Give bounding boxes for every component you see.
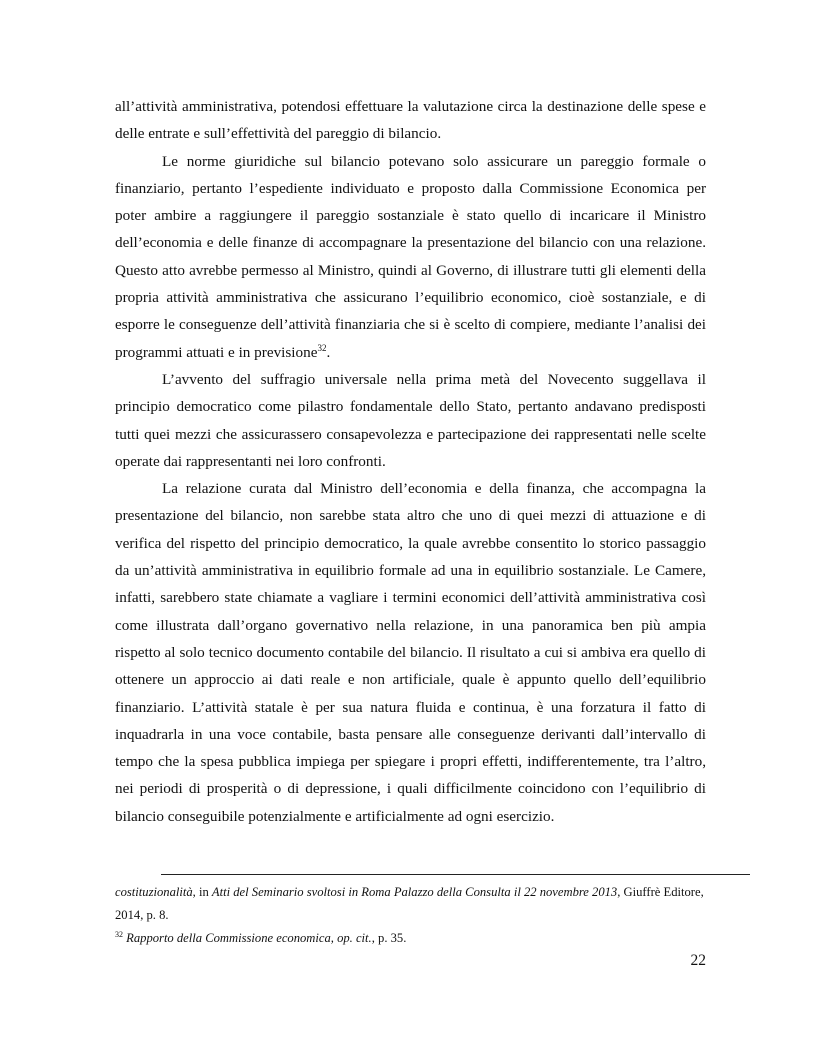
page-number: 22	[690, 952, 706, 969]
footnote-separator	[161, 874, 750, 875]
body-text	[115, 93, 706, 830]
paragraph-1: all’attività amministrativa, potendosi effettuare la valutazione circa la destinazione delle spese e delle entrate e sull’effettività del pareggio di bilancio.	[115, 98, 706, 143]
footnote-cont-italic-1: costituzionalità	[115, 885, 193, 899]
paragraph-2	[115, 148, 706, 366]
paragraph-2-text: Le norme giuridiche sul bilancio potevano solo assicurare un pareggio formale o finanziario, pertanto l’espediente individuato e proposto dalla Commissione Economica per poter ambire a raggiungere il pareggio sostanziale è stato quello di incaricare il Ministro dell’economia e delle finanze di accompagnare la presentazione del bilancio con una relazione. Questo atto avrebbe permesso al Ministro, quindi al Governo, di illustrare tutti gli elementi della propria attività amministrativa che assicurano l’equilibrio economico, cioè sostanziale, e di esporre le conseguenze dell’attività finanziaria che si è scelto di compiere, mediante l’analisi dei programmi attuati e in previsione	[115, 152, 706, 361]
footnote-cont-text-1: , in	[192, 885, 212, 899]
footnote-32	[115, 927, 706, 950]
footnote-32-text: , p. 35.	[371, 931, 407, 945]
footnote-continuation	[115, 881, 706, 927]
footnote-cont-text-2: , Giuffrè Editore, 2014, p. 8.	[115, 885, 704, 922]
paragraph-4: La relazione curata dal Ministro dell’economia e della finanza, che accompagna la presentazione del bilancio, non sarebbe stata altro che uno di quei mezzi di attuazione e di verifica del rispetto del principio democratico, la quale avrebbe consentito lo storico passaggio da un’attività amministrativa in equilibrio formale ad una in equilibrio sostanziale. Le Camere, infatti, sarebbero state chiamate a vagliare i termini economici dell’attività amministrativa così come illustrata dall’organo governativo nella relazione, in una panoramica ben più ampia rispetto al solo tecnico documento contabile del bilancio. Il risultato a cui si ambiva era quello di ottenere un approccio ai dati reale e non artificiale, quale è appunto quello dell’equilibrio finanziario. L’attività statale è per sua natura fluida e continua, è una forzatura il fatto di inquadrarla in una voce contabile, basta pensare alle conseguenze derivanti dall’intervallo di tempo che la spesa pubblica impiega per spiegare i propri effetti, indifferentemente, tra l’altro, nei periodi di prosperità o di depressione, i quali difficilmente coincidono con l’equilibrio di bilancio conseguibile potenzialmente e artificialmente ad ogni esercizio.	[115, 480, 706, 825]
footnote-ref-32[interactable]: 32	[317, 342, 327, 353]
footnote-32-italic: Rapporto della Commissione economica, op. cit.	[126, 931, 372, 945]
footnote-32-number: 32	[115, 929, 123, 939]
footnote-cont-italic-2: Atti del Seminario svoltosi in Roma Palazzo della Consulta il 22 novembre 2013	[211, 885, 618, 899]
paragraph-3: L’avvento del suffragio universale nella prima metà del Novecento suggellava il principio democratico come pilastro fondamentale dello Stato, pertanto andavano predisposti tutti quei mezzi che assicurassero consapevolezza e partecipazione dei rappresentati nelle scelte operate dai rappresentanti nei loro confronti.	[115, 370, 706, 470]
paragraph-2-end: .	[326, 343, 331, 361]
footnotes	[115, 881, 706, 950]
